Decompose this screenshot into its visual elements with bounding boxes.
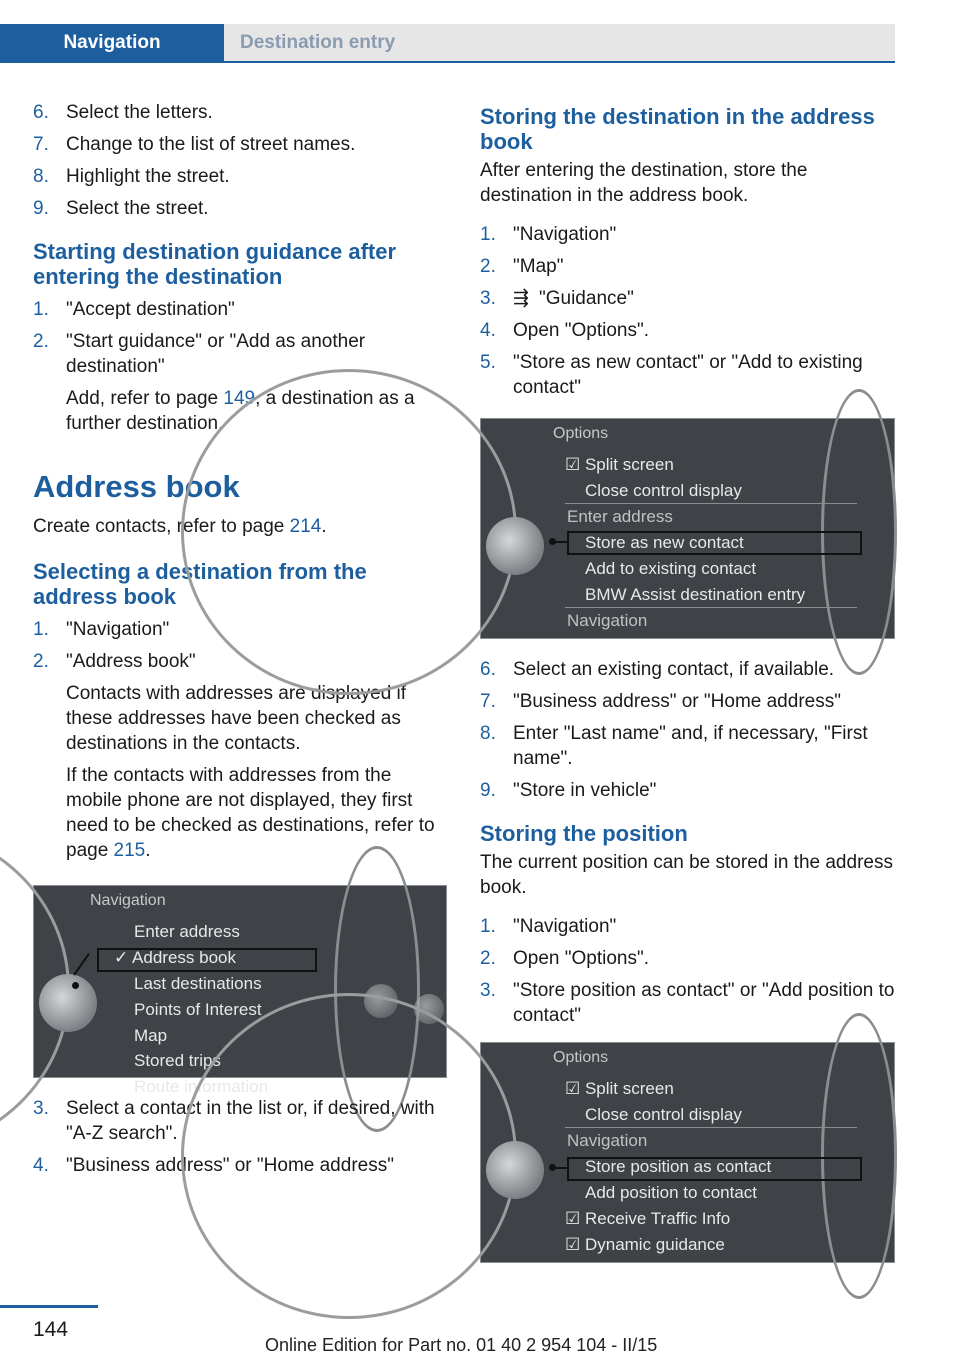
steps-store-destination bbox=[480, 222, 895, 400]
header-tabs bbox=[0, 24, 895, 62]
menu-item: ☑ Receive Traffic Info bbox=[565, 1209, 731, 1228]
guidance-arrows-icon: ⇶ bbox=[513, 288, 529, 309]
divider bbox=[565, 503, 857, 504]
list-item: 8. Enter "Last name" and, if necessary, "First name". bbox=[480, 723, 868, 769]
menu-item: Store position as contact bbox=[585, 1157, 772, 1176]
highlight-frame bbox=[567, 1157, 862, 1181]
pointer-dot bbox=[549, 1164, 556, 1171]
menu-item: Enter address bbox=[134, 922, 240, 941]
list-item: 4. Open "Options". bbox=[480, 320, 650, 341]
tab-destination-entry[interactable]: Destination entry bbox=[224, 24, 895, 62]
list-item: 2. "Map" bbox=[480, 256, 564, 277]
right-column bbox=[480, 100, 895, 1281]
arc-decoration bbox=[821, 1013, 897, 1299]
list-item: 5. "Store as new contact" or "Add to existing contact" bbox=[480, 352, 863, 398]
header-divider bbox=[0, 61, 895, 63]
list-item: 4. "Business address" or "Home address" bbox=[33, 1155, 394, 1176]
list-item: 6. Select an existing contact, if available. bbox=[480, 659, 835, 680]
menu-item: Map bbox=[134, 1026, 168, 1045]
steps-street bbox=[33, 100, 443, 221]
list-item: 3. ⇶ "Guidance" bbox=[480, 288, 634, 309]
menu-section: Navigation bbox=[567, 611, 648, 630]
para-storing-destination: After entering the destination, store the destination in the address book. bbox=[480, 160, 808, 206]
heading-storing-position: Storing the position bbox=[480, 821, 688, 846]
controller-knob-icon bbox=[486, 1141, 544, 1199]
pointer-dot bbox=[72, 982, 79, 989]
para-storing-position: The current position can be stored in the address book. bbox=[480, 852, 893, 898]
screen-header: Options bbox=[553, 1049, 609, 1066]
page-link-149[interactable]: 149 bbox=[223, 388, 256, 409]
screen-header: Options bbox=[553, 425, 609, 442]
list-item: 9. Select the street. bbox=[33, 198, 209, 219]
menu-item: Last destinations bbox=[134, 974, 262, 993]
menu-item: Stored trips bbox=[134, 1051, 221, 1070]
menu-item: ☑ Split screen bbox=[565, 1079, 674, 1098]
heading-storing-destination: Storing the destination in the address book bbox=[480, 104, 875, 154]
list-item: 7. Change to the list of street names. bbox=[33, 134, 356, 155]
divider bbox=[565, 1127, 857, 1128]
menu-item: BMW Assist destination entry bbox=[585, 585, 806, 604]
menu-section: Navigation bbox=[567, 1131, 648, 1150]
highlight-frame bbox=[97, 948, 317, 972]
menu-item: Close control display bbox=[585, 1105, 742, 1124]
screenshot-options-menu-2 bbox=[480, 1042, 895, 1263]
tab-navigation[interactable]: Navigation bbox=[0, 24, 224, 62]
menu-item: Store as new contact bbox=[585, 533, 744, 552]
list-item: 8. Highlight the street. bbox=[33, 166, 230, 187]
arc-decoration bbox=[181, 369, 517, 695]
edition-note: Online Edition for Part no. 01 40 2 954 104 - II/15 bbox=[265, 1335, 658, 1355]
menu-item: Route information bbox=[134, 1077, 269, 1096]
controller-knob-icon bbox=[39, 974, 97, 1032]
sub-add-destination: Add, refer to page 149, a destination as a further destination. bbox=[66, 388, 415, 434]
heading-address-book: Address book bbox=[33, 469, 240, 504]
list-item: 1. "Navigation" bbox=[480, 224, 617, 245]
page-number: 144 bbox=[33, 1318, 69, 1341]
pointer-dot bbox=[549, 538, 556, 545]
highlight-frame bbox=[567, 531, 862, 555]
menu-item: Add position to contact bbox=[585, 1183, 758, 1202]
heading-start-guidance: Starting destination guidance after entering the destination bbox=[33, 239, 397, 289]
list-item: 2. "Start guidance" or "Add as another destination" bbox=[33, 331, 366, 377]
arc-decoration bbox=[181, 993, 517, 1319]
list-item: 1. "Navigation" bbox=[480, 916, 617, 937]
list-item: 2. Open "Options". bbox=[480, 948, 650, 969]
divider bbox=[565, 607, 857, 608]
steps-start-guidance bbox=[33, 297, 443, 379]
pointer-line bbox=[73, 953, 90, 975]
list-item: 3. Select a contact in the list or, if desired, with "A-Z search". bbox=[33, 1098, 435, 1144]
menu-item: ☑ Split screen bbox=[565, 455, 674, 474]
screenshot-options-menu-1 bbox=[480, 418, 895, 639]
menu-item: ☑ Dynamic guidance bbox=[565, 1235, 725, 1254]
list-item: 9. "Store in vehicle" bbox=[480, 780, 657, 801]
list-item: 6. Select the letters. bbox=[33, 102, 213, 123]
list-item: 7. "Business address" or "Home address" bbox=[480, 691, 841, 712]
steps-existing-contact bbox=[480, 657, 895, 803]
footer-divider bbox=[0, 1305, 98, 1308]
menu-item: ✓ Address book bbox=[114, 948, 236, 967]
heading-select-destination: Selecting a destination from the address book bbox=[33, 559, 367, 609]
menu-section: Enter address bbox=[567, 507, 673, 526]
sub-mobile-contacts: If the contacts with addresses from the mobile phone are not displayed, they first need to be checked as destinations, refer to page 215. bbox=[66, 765, 435, 861]
para-create-contacts: Create contacts, refer to page 214. bbox=[33, 516, 327, 537]
list-item: 1. "Navigation" bbox=[33, 619, 170, 640]
menu-item: Points of Interest bbox=[134, 1000, 262, 1019]
list-item: 2. "Address book" bbox=[33, 651, 196, 672]
page-link-215[interactable]: 215 bbox=[113, 840, 146, 861]
page-link-214[interactable]: 214 bbox=[289, 516, 322, 537]
sub-contacts-displayed: Contacts with addresses are displayed if these addresses have been checked as destinations in the contacts. bbox=[66, 683, 407, 754]
menu-item: Add to existing contact bbox=[585, 559, 757, 578]
list-item: 1. "Accept destination" bbox=[33, 299, 235, 320]
menu-item: Close control display bbox=[585, 481, 742, 500]
steps-store-position bbox=[480, 914, 895, 1028]
controller-knob-icon bbox=[486, 517, 544, 575]
list-item: 3. "Store position as contact" or "Add position to contact" bbox=[480, 980, 895, 1026]
screen-header: Navigation bbox=[90, 892, 166, 909]
